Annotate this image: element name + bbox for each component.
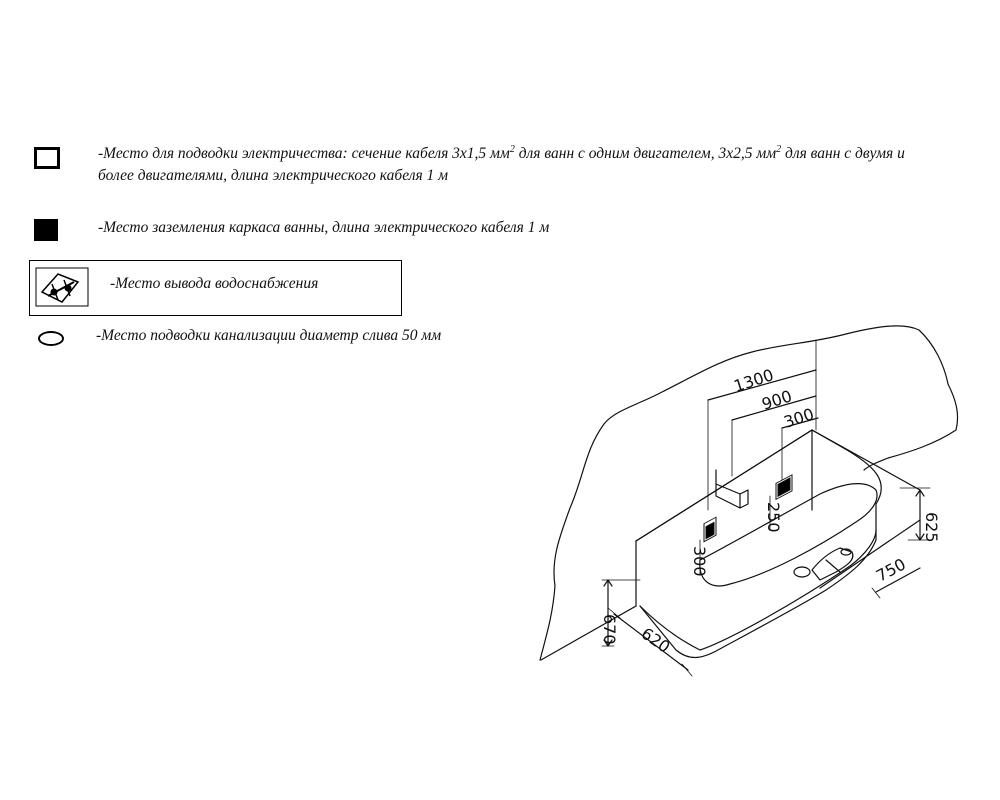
tub-basin-inner: [700, 484, 877, 586]
legend-water-text: -Место вывода водоснабжения: [110, 275, 319, 292]
floor-line-left: [541, 606, 636, 660]
dim-300-label: 300: [781, 404, 817, 432]
dim-620-label: 620: [637, 623, 674, 657]
dim-750-label: 750: [872, 554, 909, 586]
dim-625-label: 625: [922, 512, 941, 543]
water-socket-left: [704, 517, 716, 541]
legend-ground-text: -Место заземления каркаса ванны, длина электрического кабеля 1 м: [98, 219, 550, 236]
dim-900-label: 900: [759, 386, 795, 414]
legend-electric-sup2: 2: [776, 144, 782, 155]
legend-drain-text: -Место подводки канализации диаметр слива 50 мм: [96, 327, 442, 344]
legend-electric-line2: более двигателями, длина электрического кабеля 1 м: [98, 167, 449, 185]
dim-670-label: 670: [600, 614, 619, 645]
tub-right-floor-edge: [820, 520, 920, 588]
water-socket-right: [776, 475, 792, 500]
legend-electric-line1c: для ванн с двумя и: [781, 145, 905, 163]
tub-rim-outer: [636, 430, 881, 658]
drain-overflow-knob: [794, 567, 810, 577]
legend-electric-sup1: 2: [509, 144, 515, 155]
dim-socket-250-label: 250: [764, 502, 783, 533]
legend-electric-line1: -Место для подводки электричества: сечение кабеля 3х1,5 мм: [98, 145, 510, 163]
dim-1300-label: 1300: [731, 365, 776, 396]
dim-socket-300-label: 300: [690, 546, 709, 577]
legend-electric-line1b: для ванн с одним двигателем, 3х2,5 мм: [514, 145, 777, 163]
